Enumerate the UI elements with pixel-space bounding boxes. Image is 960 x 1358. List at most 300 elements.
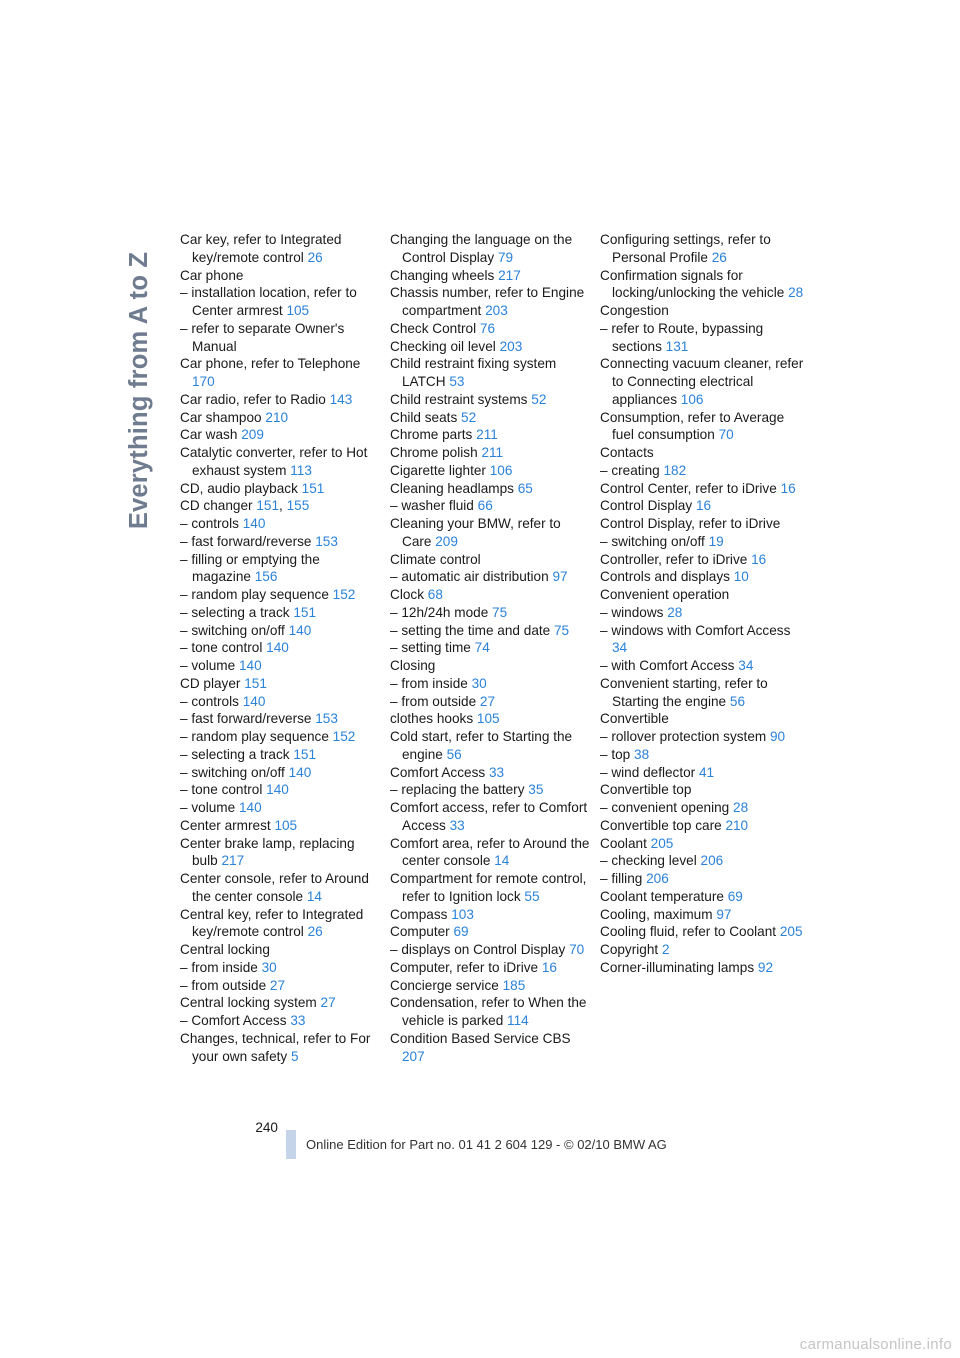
index-entry (390, 622, 590, 640)
index-entry-text: Condensation, refer to When the vehicle is parked (390, 995, 587, 1028)
page-reference-link[interactable]: 30 (471, 675, 487, 691)
index-entry (600, 604, 805, 622)
index-entry (390, 657, 590, 675)
page-reference-link[interactable]: 19 (708, 533, 724, 549)
index-entry (390, 284, 590, 320)
index-entry (600, 480, 805, 498)
index-entry-text: Comfort area, refer to Around the center console (390, 835, 590, 869)
index-entry-text: CD, audio playback (180, 480, 298, 496)
page-reference-link[interactable]: 38 (634, 746, 650, 762)
page-reference-link[interactable]: 56 (729, 693, 746, 709)
index-entry-text: – tone control (180, 782, 263, 798)
index-entry-text: Cooling fluid, refer to Coolant (600, 924, 777, 940)
side-title (122, 232, 158, 548)
page-reference-link[interactable]: 97 (552, 569, 568, 585)
index-entry-text: Congestion (600, 303, 669, 318)
index-entry (390, 781, 590, 799)
page-reference-link[interactable]: 92 (757, 959, 774, 975)
index-column-1 (180, 231, 380, 1065)
page-reference-link[interactable]: 75 (554, 622, 570, 638)
page-reference-link[interactable]: 76 (479, 320, 496, 336)
index-entry (390, 462, 590, 480)
index-entry (390, 835, 590, 871)
index-entry-text: – from inside (180, 959, 258, 975)
page-reference-link[interactable]: 105 (286, 303, 310, 318)
index-entry-text: Configuring settings, refer to Personal Profile (600, 232, 771, 265)
index-entry (390, 426, 590, 444)
index-entry (180, 320, 380, 356)
index-entry-text: Controls and displays (600, 569, 730, 585)
page-reference-link[interactable]: 140 (288, 764, 312, 780)
index-entry (600, 622, 805, 658)
index-entry-text: Concierge service (390, 977, 499, 993)
index-entry (600, 302, 805, 320)
page-reference-link[interactable]: 182 (663, 462, 687, 478)
index-entry-text: – installation location, refer to Center armrest (180, 285, 357, 318)
page-reference-link[interactable]: 209 (241, 427, 264, 443)
index-entry-text: Center brake lamp, replacing bulb (180, 835, 355, 869)
index-entry-text: – automatic air distribution (390, 569, 549, 585)
index-entry-text: – windows with Comfort Access (600, 622, 791, 638)
index-entry (180, 870, 380, 906)
index-entry (390, 355, 590, 391)
index-entry (180, 551, 380, 587)
index-entry-text: Control Display (600, 498, 693, 514)
index-entry-text: Copyright (600, 942, 659, 957)
index-entry-text: clothes hooks (390, 711, 474, 727)
index-entry (390, 231, 590, 267)
index-entry (600, 444, 805, 462)
index-entry (180, 835, 380, 871)
index-entry-text: Comfort Access (390, 764, 486, 780)
page-reference-link[interactable]: 151 (244, 675, 267, 691)
index-entry-text: CD changer (180, 498, 253, 514)
index-entry (600, 870, 805, 888)
index-entry (180, 480, 380, 498)
index-entry (180, 622, 380, 640)
index-entry-text: – refer to Route, bypassing sections (600, 320, 764, 354)
page-reference-link[interactable]: 151 (301, 480, 325, 496)
index-entry (390, 1030, 590, 1066)
page-reference-link[interactable]: 69 (727, 888, 743, 904)
index-entry (600, 568, 805, 586)
index-entry (600, 764, 805, 782)
page-reference-link[interactable]: 151 (256, 498, 280, 514)
index-entry-text: Corner-illuminating lamps (600, 959, 755, 975)
index-entry-text: Chassis number, refer to Engine compartment (390, 285, 585, 318)
index-entry-text: – displays on Control Display (390, 942, 566, 957)
page-reference-link[interactable]: 26 (307, 249, 323, 265)
index-entry-text: Clock (390, 587, 424, 602)
page-reference-link[interactable]: 90 (770, 729, 786, 744)
page-reference-link[interactable]: 26 (711, 249, 727, 265)
index-entry (390, 959, 590, 977)
index-entry-text: Coolant (600, 835, 647, 851)
page-reference-link[interactable]: 34 (738, 658, 754, 673)
index-entry-text: CD player (180, 675, 241, 691)
page-reference-link[interactable]: 131 (665, 338, 689, 354)
page-reference-link[interactable]: 140 (242, 516, 266, 531)
page-reference-link[interactable]: 211 (481, 445, 504, 460)
index-entry (390, 444, 590, 462)
index-entry (390, 675, 590, 693)
page-reference-link[interactable]: 153 (315, 711, 338, 727)
index-entry (600, 799, 805, 817)
index-entry (180, 657, 380, 675)
index-entry (600, 710, 805, 728)
index-entry-text: – volume (180, 658, 236, 673)
index-entry (390, 568, 590, 586)
index-entry-text: Catalytic converter, refer to Hot exhaust system (180, 445, 368, 478)
page-reference-link[interactable]: 68 (427, 587, 443, 602)
page-reference-link[interactable]: 41 (699, 764, 715, 780)
index-entry (180, 710, 380, 728)
page-reference-link[interactable]: 206 (646, 871, 669, 886)
index-entry (390, 320, 590, 338)
page-reference-link[interactable]: 140 (238, 658, 262, 673)
index-entry (390, 639, 590, 657)
index-entry (390, 693, 590, 711)
index-entry (180, 533, 380, 551)
page-reference-link[interactable]: 210 (725, 817, 749, 833)
index-entry-text: Convertible top care (600, 817, 722, 833)
page-reference-link[interactable]: 79 (497, 249, 514, 265)
index-entry (600, 586, 805, 604)
index-entry (180, 941, 380, 959)
index-entry-text: Comfort access, refer to Comfort Access (390, 800, 588, 833)
index-entry-text: – tone control (180, 640, 263, 656)
page-reference-link[interactable]: 27 (479, 693, 496, 709)
page-reference-link[interactable]: 33 (488, 764, 505, 780)
page-reference-link[interactable]: 203 (499, 338, 523, 354)
page-number: 240 (255, 1120, 278, 1135)
index-entry-text: Convenient starting, refer to Starting the engine (600, 675, 768, 709)
index-entry (390, 515, 590, 551)
index-entry (600, 551, 805, 569)
index-entry (180, 409, 380, 427)
index-entry-text: – top (600, 746, 631, 762)
index-entry (180, 977, 380, 995)
page-reference-link[interactable]: 140 (266, 640, 289, 656)
index-entry (390, 906, 590, 924)
page-reference-link[interactable]: 203 (485, 303, 508, 318)
index-entry-text: Connecting vacuum cleaner, refer to Connecting electrical appliances (600, 356, 804, 407)
page-reference-link[interactable]: 10 (733, 569, 749, 585)
index-entry (600, 267, 805, 303)
index-entry-text: Control Center, refer to iDrive (600, 480, 777, 496)
page-reference-link[interactable]: 105 (476, 711, 500, 727)
index-entry (600, 728, 805, 746)
page-reference-link[interactable]: 114 (507, 1013, 529, 1028)
index-entry-text: Child restraint fixing system LATCH (390, 356, 557, 389)
page-reference-link[interactable]: 14 (494, 853, 510, 869)
page-reference-link[interactable]: 153 (315, 533, 338, 549)
index-entry (600, 409, 805, 445)
index-entry-text: Car shampoo (180, 409, 262, 425)
index-entry (600, 959, 805, 977)
index-entry (180, 604, 380, 622)
index-entry (390, 267, 590, 285)
page-reference-link[interactable]: 106 (489, 462, 513, 478)
index-entry (600, 941, 805, 959)
index-entry (600, 835, 805, 853)
index-entry-text: – filling (600, 871, 643, 886)
footer-edition-text: Online Edition for Part no. 01 41 2 604 129 - © 02/10 BMW AG (306, 1137, 667, 1152)
page-reference-link[interactable]: 106 (680, 391, 704, 407)
page-reference-link[interactable]: 26 (307, 924, 323, 940)
index-entry-text: Car phone, refer to Telephone (180, 356, 361, 372)
index-entry-text: Car wash (180, 427, 238, 443)
page-reference-link[interactable]: 56 (446, 746, 462, 762)
index-entry-text: – volume (180, 800, 236, 815)
index-entry (390, 586, 590, 604)
index-entry-text: – from inside (390, 675, 468, 691)
index-column-3 (600, 231, 805, 977)
page-reference-link[interactable]: 14 (306, 888, 322, 904)
page-reference-link[interactable]: 140 (266, 782, 289, 798)
index-entry (180, 994, 380, 1012)
index-entry-text: – random play sequence (180, 729, 329, 744)
index-entry (390, 994, 590, 1030)
side-title-text: Everything from A to Z (125, 251, 154, 529)
page-reference-link[interactable]: 52 (461, 409, 477, 425)
index-entry (390, 870, 590, 906)
page-reference-link[interactable]: 27 (269, 977, 286, 993)
page-reference-link[interactable]: 140 (242, 693, 266, 709)
index-entry-text: Checking oil level (390, 338, 496, 354)
index-entry (600, 817, 805, 835)
index-entry (180, 444, 380, 480)
index-entry (600, 533, 805, 551)
page-reference-link[interactable]: 205 (779, 924, 803, 940)
index-entry (180, 515, 380, 533)
index-entry (180, 1012, 380, 1030)
index-entry-text: Computer, refer to iDrive (390, 959, 539, 975)
footer-accent-bar (286, 1130, 296, 1159)
index-entry-text: Center armrest (180, 817, 271, 833)
page-reference-link[interactable]: 28 (667, 604, 683, 620)
index-entry-text: Closing (390, 658, 436, 673)
page-reference-link[interactable]: 16 (780, 480, 796, 496)
index-entry-text: Control Display, refer to iDrive (600, 516, 781, 531)
index-entry-text: – creating (600, 462, 660, 478)
index-entry-text: Climate control (390, 551, 481, 567)
index-entry-text: Computer (390, 924, 450, 940)
index-entry (180, 639, 380, 657)
index-entry (180, 586, 380, 604)
index-entry-text: Car radio, refer to Radio (180, 391, 326, 407)
index-entry (600, 781, 805, 799)
index-entry-text: Center console, refer to Around the center console (180, 871, 369, 904)
index-entry-text: – convenient opening (600, 800, 730, 815)
index-entry-text: Convertible (600, 711, 669, 727)
page-reference-link[interactable]: 140 (288, 622, 312, 638)
page-reference-link[interactable]: 210 (265, 409, 289, 425)
index-entry-text: Chrome parts (390, 427, 473, 443)
index-entry-text: – with Comfort Access (600, 658, 735, 673)
index-entry (180, 764, 380, 782)
page-reference-link[interactable]: 33 (449, 817, 465, 833)
index-entry-text: – setting time (390, 640, 471, 656)
index-entry-text: – random play sequence (180, 587, 329, 602)
index-entry (390, 391, 590, 409)
page-reference-link[interactable]: 27 (320, 995, 336, 1011)
index-entry-text: – fast forward/reverse (180, 711, 312, 727)
index-entry (390, 923, 590, 941)
page-reference-link[interactable]: 205 (650, 835, 674, 851)
watermark: carmanualsonline.info (799, 1336, 952, 1353)
page-reference-link[interactable]: 140 (238, 800, 262, 815)
index-entry-text: Central key, refer to Integrated key/remote control (180, 906, 364, 940)
page-reference-link[interactable]: 170 (192, 374, 215, 389)
index-entry (180, 906, 380, 942)
page-reference-link[interactable]: 70 (569, 942, 585, 957)
page-reference-link[interactable]: 156 (254, 569, 278, 585)
index-entry (180, 675, 380, 693)
index-column-2 (390, 231, 590, 1065)
index-entry (180, 355, 380, 391)
index-entry-text: Consumption, refer to Average fuel consumption (600, 409, 785, 443)
page-reference-link[interactable]: 30 (261, 959, 277, 975)
index-entry (600, 906, 805, 924)
index-entry (600, 231, 805, 267)
page-reference-link[interactable]: 16 (695, 498, 712, 514)
page-reference-link[interactable]: 152 (332, 587, 356, 602)
index-entry-text: – switching on/off (180, 764, 285, 780)
page-reference-link[interactable]: 155 (286, 498, 310, 514)
page-reference-link[interactable]: 207 (402, 1048, 425, 1064)
index-entry-text: – filling or emptying the magazine (180, 551, 320, 585)
page-reference-link[interactable]: 217 (221, 853, 245, 869)
index-entry-text: Cold start, refer to Starting the engine (390, 729, 573, 762)
page-reference-link[interactable]: 35 (528, 782, 544, 798)
index-entry (180, 391, 380, 409)
index-entry-text: Changing the language on the Control Display (390, 232, 573, 265)
page-reference-link[interactable]: 53 (449, 374, 465, 389)
index-entry-text: – 12h/24h mode (390, 604, 489, 620)
index-entry-text: Coolant temperature (600, 888, 724, 904)
index-entry-text: – setting the time and date (390, 622, 551, 638)
index-entry (600, 462, 805, 480)
index-entry (390, 728, 590, 764)
index-entry-text: – washer fluid (390, 498, 474, 514)
page-reference-link[interactable]: 52 (531, 391, 547, 407)
page-reference-link[interactable]: 105 (274, 817, 298, 833)
page-reference-link[interactable]: 211 (476, 427, 498, 443)
page-reference-link[interactable]: 16 (751, 551, 767, 567)
page-reference-link[interactable]: 113 (290, 462, 312, 478)
index-entry-text: Chrome polish (390, 445, 478, 460)
index-entry (390, 551, 590, 569)
page-reference-link[interactable]: 206 (700, 853, 724, 869)
index-entry-text: – controls (180, 693, 239, 709)
index-entry (180, 426, 380, 444)
page-reference-link[interactable]: 69 (453, 924, 469, 940)
index-entry-text: – selecting a track (180, 746, 290, 762)
page-reference-link[interactable]: 70 (718, 427, 734, 443)
page-reference-link[interactable]: 33 (290, 1013, 306, 1028)
index-entry-text: Cooling, maximum (600, 906, 713, 922)
index-entry-text: – fast forward/reverse (180, 533, 312, 549)
page-reference-link[interactable]: 28 (788, 285, 804, 301)
index-entry-text: – controls (180, 516, 239, 531)
page-reference-link[interactable]: 2 (661, 942, 670, 957)
index-entry-text: Compartment for remote control, refer to Ignition lock (390, 871, 587, 904)
page-reference-link[interactable]: 16 (541, 959, 557, 975)
index-entry-text: Condition Based Service CBS (390, 1030, 571, 1046)
index-entry-text: Compass (390, 906, 448, 922)
index-entry (600, 923, 805, 941)
index-entry (390, 799, 590, 835)
index-entry-text: Car phone (180, 267, 244, 283)
index-entry-text: Cigarette lighter (390, 462, 486, 478)
index-entry (180, 746, 380, 764)
page-reference-link[interactable]: 28 (733, 800, 749, 815)
index-entry-text: Child restraint systems (390, 391, 528, 407)
index-entry-text: – switching on/off (180, 622, 285, 638)
index-entry-text: Cleaning your BMW, refer to Care (390, 516, 561, 549)
index-entry (600, 497, 805, 515)
page-reference-link[interactable]: 65 (517, 480, 533, 496)
index-entry (180, 267, 380, 285)
page-reference-link[interactable]: 5 (290, 1048, 299, 1064)
index-entry-text: – refer to separate Owner's Manual (180, 320, 345, 354)
index-entry (180, 284, 380, 320)
index-entry (600, 852, 805, 870)
index-entry-text: Central locking system (180, 995, 317, 1011)
index-entry-text: Check Control (390, 320, 477, 336)
index-entry-text: – windows (600, 604, 664, 620)
page-reference-link[interactable]: 74 (474, 640, 490, 656)
page-reference-link[interactable]: 151 (293, 604, 317, 620)
index-entry (180, 817, 380, 835)
page-reference-link[interactable]: 152 (332, 729, 356, 744)
index-entry (390, 497, 590, 515)
page-reference-link[interactable]: 143 (329, 391, 353, 407)
page-reference-link[interactable]: 75 (492, 604, 508, 620)
index-entry (390, 480, 590, 498)
index-entry (600, 888, 805, 906)
page-reference-link[interactable]: 151 (293, 746, 317, 762)
index-entry-text: Convenient operation (600, 587, 730, 602)
index-entry-text: Cleaning headlamps (390, 480, 514, 496)
page-reference-link[interactable]: 66 (477, 498, 493, 514)
page-reference-link[interactable]: 103 (451, 906, 474, 922)
index-entry (390, 604, 590, 622)
index-entry-text: – replacing the battery (390, 782, 525, 798)
index-entry-text: Confirmation signals for locking/unlocking the vehicle (600, 267, 785, 301)
page-reference-link[interactable]: 217 (498, 267, 521, 283)
page-reference-link[interactable]: 209 (435, 533, 458, 549)
page-reference-link[interactable]: 55 (524, 888, 540, 904)
index-entry (600, 515, 805, 533)
index-entry-text: Contacts (600, 445, 654, 460)
index-entry (600, 355, 805, 408)
index-entry (390, 338, 590, 356)
index-entry-text: – rollover protection system (600, 729, 767, 744)
index-entry-text: Convertible top (600, 782, 692, 798)
page-reference-link[interactable]: 34 (612, 640, 628, 656)
index-entry-text: – checking level (600, 853, 697, 869)
page-reference-link[interactable]: 97 (716, 906, 732, 922)
index-entry-text: Controller, refer to iDrive (600, 551, 748, 567)
index-entry-text: – Comfort Access (180, 1013, 287, 1028)
index-entry (600, 675, 805, 711)
index-entry-text: Changing wheels (390, 267, 495, 283)
index-entry-text: Central locking (180, 942, 270, 957)
page-reference-link[interactable]: 185 (502, 977, 526, 993)
index-entry (600, 746, 805, 764)
